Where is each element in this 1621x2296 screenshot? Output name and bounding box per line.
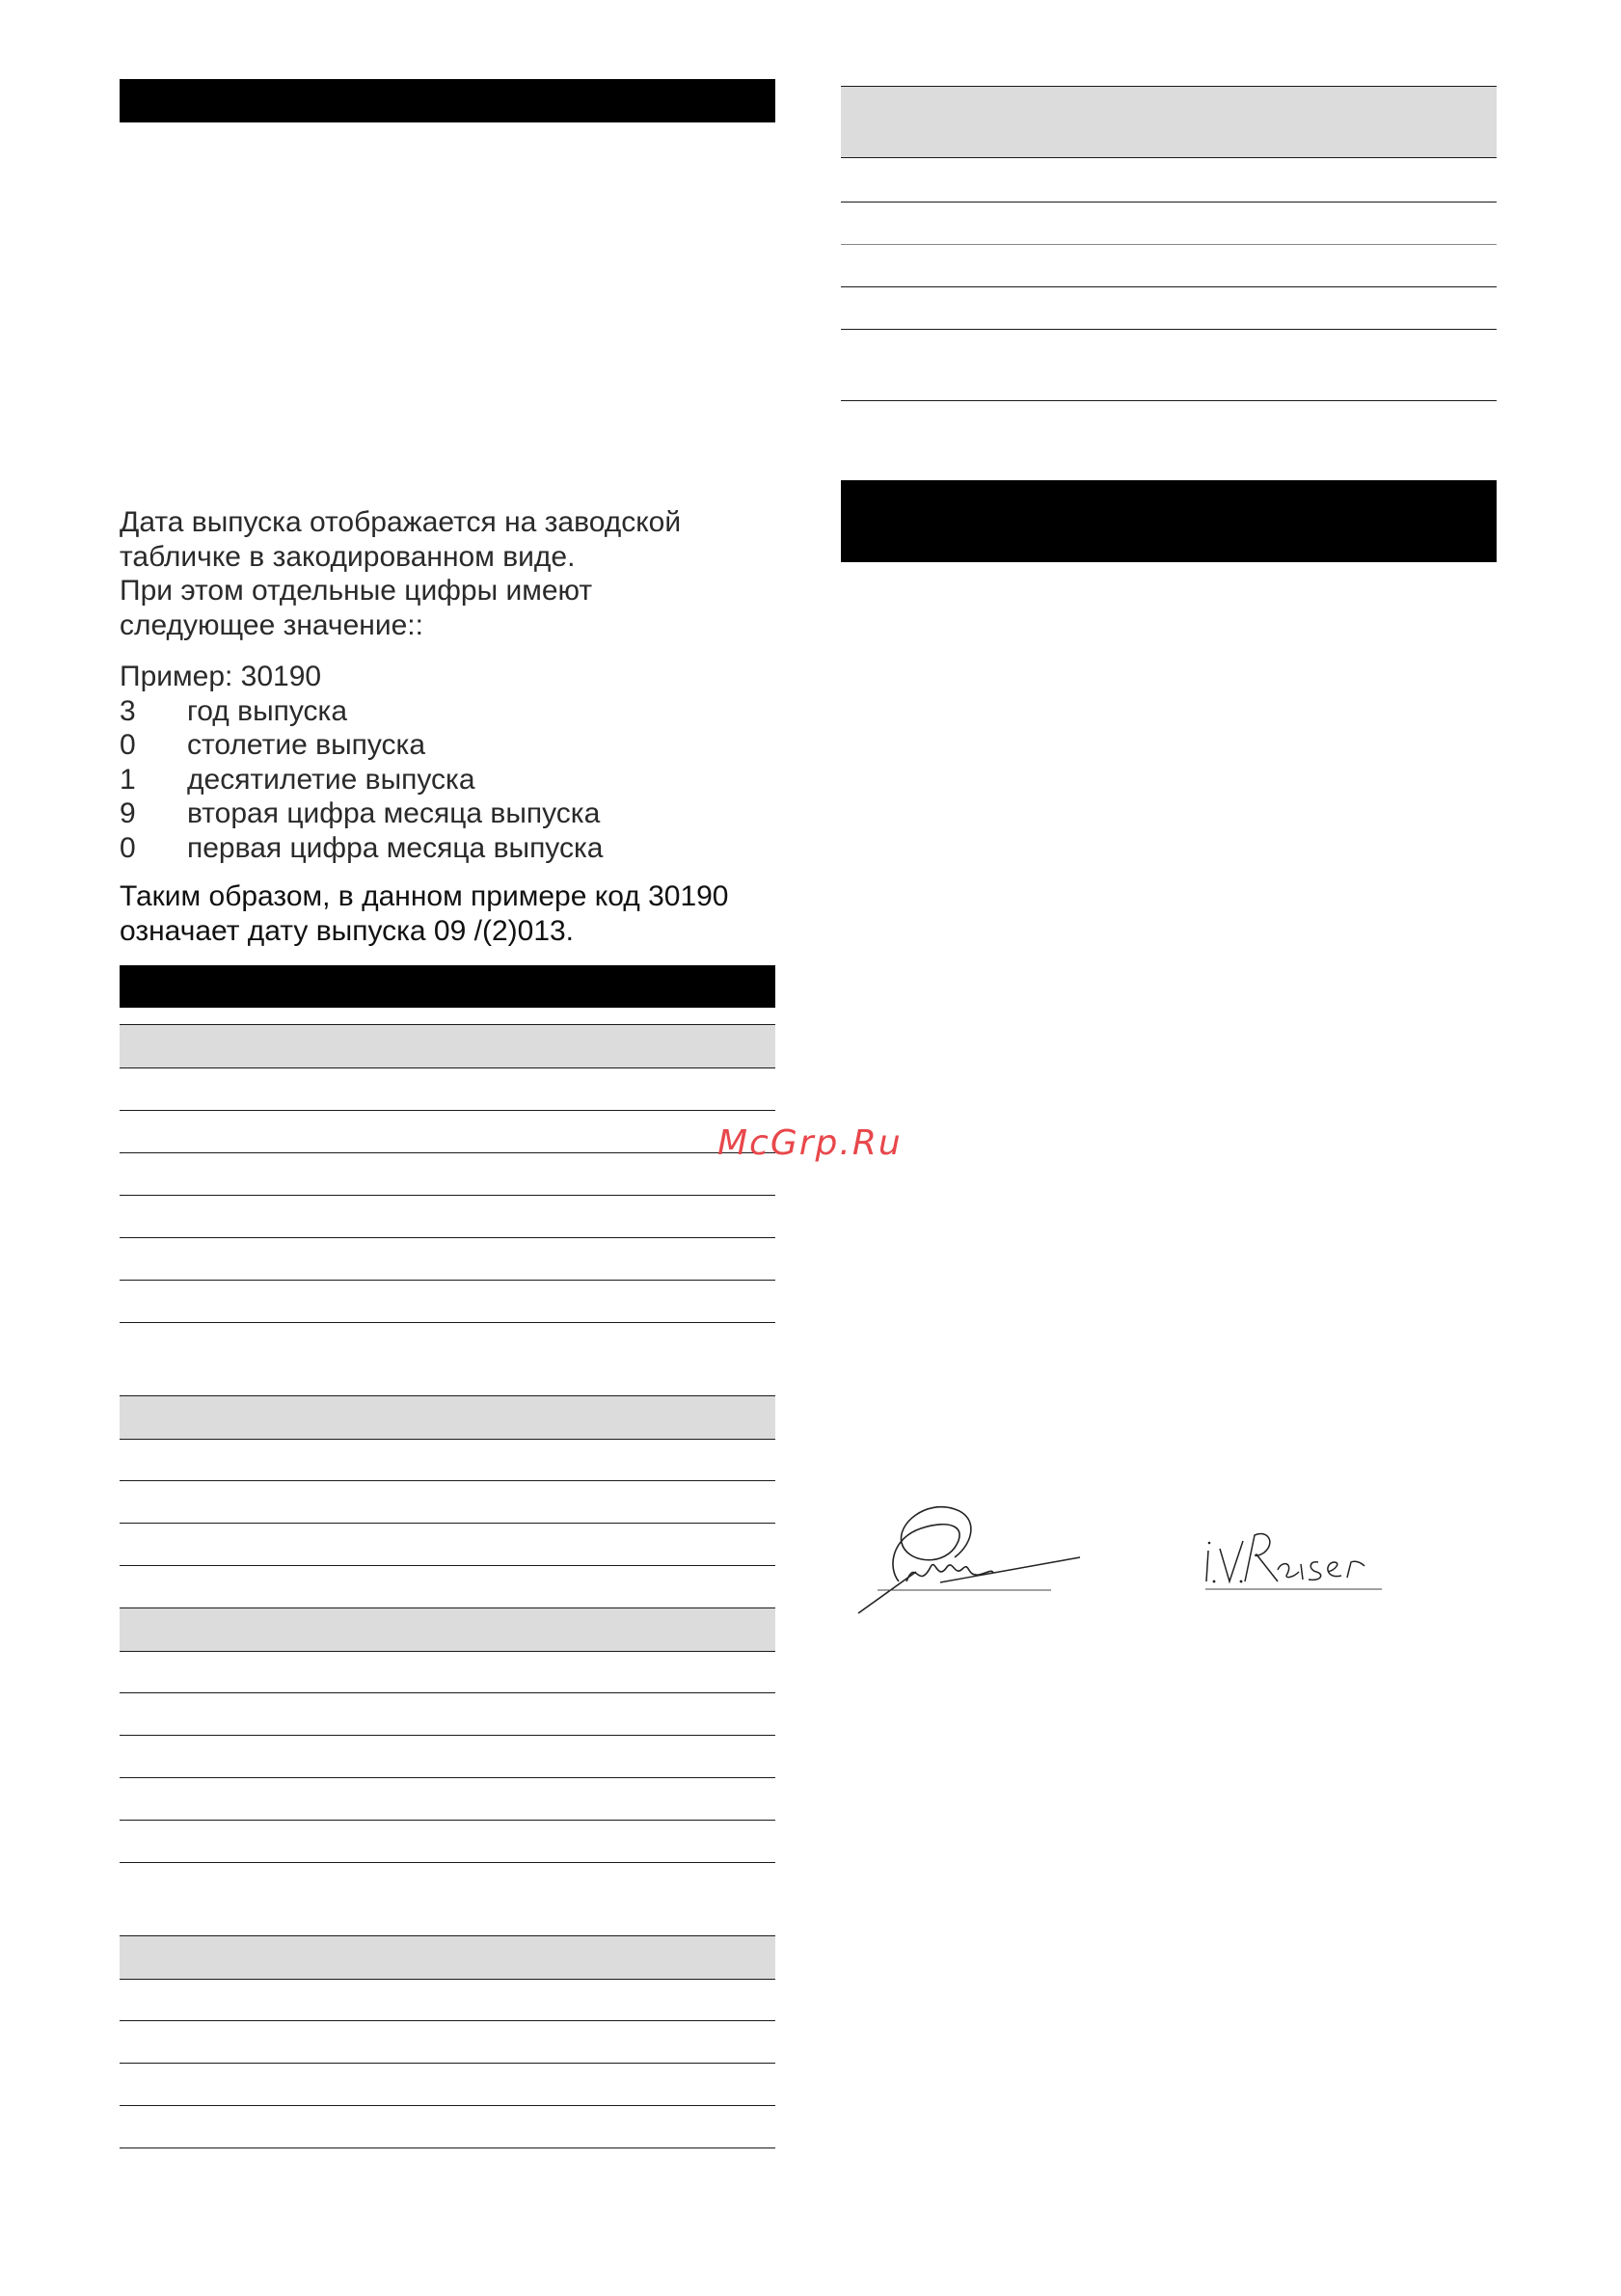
table-row-divider [120,1862,775,1863]
code-meaning: год выпуска [187,694,348,727]
date-code-intro [120,505,785,642]
table-row-divider [841,286,1497,287]
table-group-header [120,1395,775,1440]
table-row-divider [120,1692,775,1693]
table-row-divider [120,2147,775,2148]
table-row-divider [120,1480,775,1481]
example-label: Пример: 30190 [120,661,322,692]
table-row-divider [841,400,1497,401]
table-row-divider [120,1152,775,1153]
table-row-divider [120,2063,775,2064]
code-digit: 9 [120,797,136,829]
intro-line: следующее значение:: [120,608,423,641]
signature-right-image [1201,1522,1389,1599]
conclusion-line: означает дату выпуска 09 /(2)013. [120,914,575,947]
table-row-divider [120,1237,775,1238]
code-meaning: вторая цифра месяца выпуска [187,797,601,829]
code-digit-row [120,797,785,831]
table-header-right [841,86,1497,158]
code-digit-row [120,831,785,866]
table-row-divider [120,2020,775,2021]
code-digit-row [120,694,785,729]
date-code-example [120,660,785,865]
table-group-header [120,1607,775,1652]
table-group-header [120,1024,775,1068]
table-row-divider [120,2105,775,2106]
code-digit: 3 [120,694,136,727]
table-row-divider [120,1777,775,1778]
table-row-divider [120,1565,775,1566]
code-meaning: столетие выпуска [187,729,426,761]
table-row-divider [120,1195,775,1196]
table-row-divider [120,1820,775,1821]
code-digit: 0 [120,831,136,864]
code-digit-row [120,728,785,763]
table-group-header [120,1935,775,1980]
section-header-bar-right [841,480,1497,562]
code-meaning: десятилетие выпуска [187,763,475,796]
signature-left-image [849,1490,1090,1620]
code-digit: 0 [120,729,136,761]
table-row-divider [120,1110,775,1111]
table-row-divider [120,1322,775,1323]
conclusion-line: Таким образом, в данном примере код 30190 [120,880,729,912]
table-row-divider [841,202,1497,203]
table-row-divider [120,1280,775,1281]
table-row-divider [841,329,1497,330]
table-row-divider [841,244,1497,245]
watermark-text: McGrp.Ru [717,1123,903,1163]
date-code-conclusion [120,879,795,948]
table-row-divider [120,1735,775,1736]
intro-line: При этом отдельные цифры имеют [120,575,593,607]
section-header-bar-top-left [120,79,775,122]
intro-line: Дата выпуска отображается на заводской [120,506,682,538]
table-row-divider [120,1523,775,1524]
code-digit: 1 [120,763,136,796]
intro-line: табличке в закодированном виде. [120,540,576,573]
table-header-bar-left [120,965,775,1008]
code-meaning: первая цифра месяца выпуска [187,831,604,864]
code-digit-row [120,763,785,797]
